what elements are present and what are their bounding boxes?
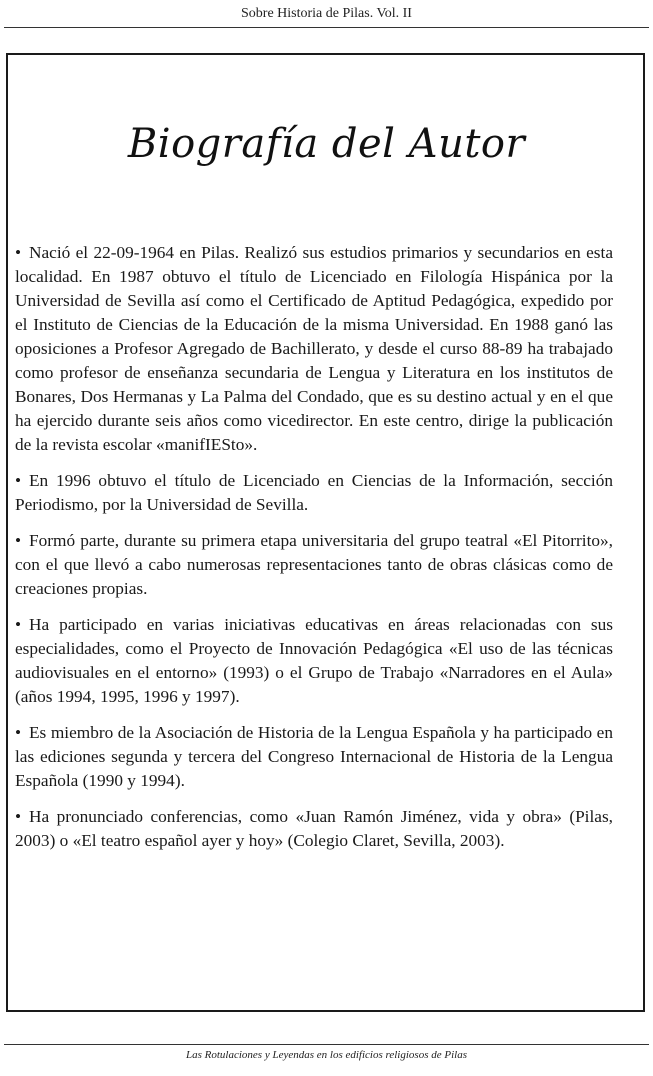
page-title: Biografía del Autor (127, 121, 526, 167)
bio-paragraph (15, 529, 613, 601)
header-divider (4, 27, 649, 28)
bio-paragraph-text: Ha pronunciado conferencias, como «Juan Ramón Jiménez, vida y obra» (Pilas, 2003) o «El teatro español ayer y hoy» (Colegio Claret, Sevilla, 2003). (15, 807, 613, 850)
bio-paragraph (15, 613, 613, 709)
bio-paragraph-text: Ha participado en varias iniciativas educativas en áreas relacionadas con sus especialidades, como el Proyecto de Innovación Pedagógica «El uso de las técnicas audiovisuales en el entorno» (1993) o el Grupo de Trabajo «Narradores en el Aula» (años 1994, 1995, 1996 y 1997). (15, 615, 613, 706)
bullet-icon: • (15, 723, 22, 742)
bio-paragraph (15, 721, 613, 793)
bullet-icon: • (15, 615, 22, 634)
bullet-icon: • (15, 471, 22, 490)
bullet-icon: • (15, 531, 22, 550)
biography-body (15, 241, 613, 865)
running-header: Sobre Historia de Pilas. Vol. II (241, 6, 412, 21)
running-footer: Las Rotulaciones y Leyendas en los edificios religiosos de Pilas (186, 1049, 467, 1061)
bio-paragraph-text: Formó parte, durante su primera etapa universitaria del grupo teatral «El Pitorrito», con el que llevó a cabo numerosas representaciones tanto de obras clásicas como de creaciones propias. (15, 531, 613, 598)
bullet-icon: • (15, 807, 22, 826)
bio-paragraph-text: En 1996 obtuvo el título de Licenciado en Ciencias de la Información, sección Periodismo, por la Universidad de Sevilla. (15, 471, 613, 514)
bullet-icon: • (15, 243, 22, 262)
bio-paragraph-text: Es miembro de la Asociación de Historia de la Lengua Española y ha participado en las ediciones segunda y tercera del Congreso Internacional de Historia de la Lengua Española (1990 y 1994). (15, 723, 613, 790)
footer-divider (4, 1044, 649, 1045)
bio-paragraph (15, 805, 613, 853)
bio-paragraph (15, 241, 613, 457)
bio-paragraph-text: Nació el 22-09-1964 en Pilas. Realizó sus estudios primarios y secundarios en esta localidad. En 1987 obtuvo el título de Licenciado en Filología Hispánica por la Universidad de Sevilla así como el Certificado de Aptitud Pedagógica, expedido por el Instituto de Ciencias de la Educación de la misma Universidad. En 1988 ganó las oposiciones a Profesor Agregado de Bachillerato, y desde el curso 88-89 ha trabajado como profesor de enseñanza secundaria de Lengua y Literatura en los institutos de Bonares, Dos Hermanas y La Palma del Condado, que es su destino actual y en el que ha ejercido durante seis años como vicedirector. En este centro, dirige la publicación de la revista escolar «manifIESto». (15, 243, 613, 454)
bio-paragraph (15, 469, 613, 517)
